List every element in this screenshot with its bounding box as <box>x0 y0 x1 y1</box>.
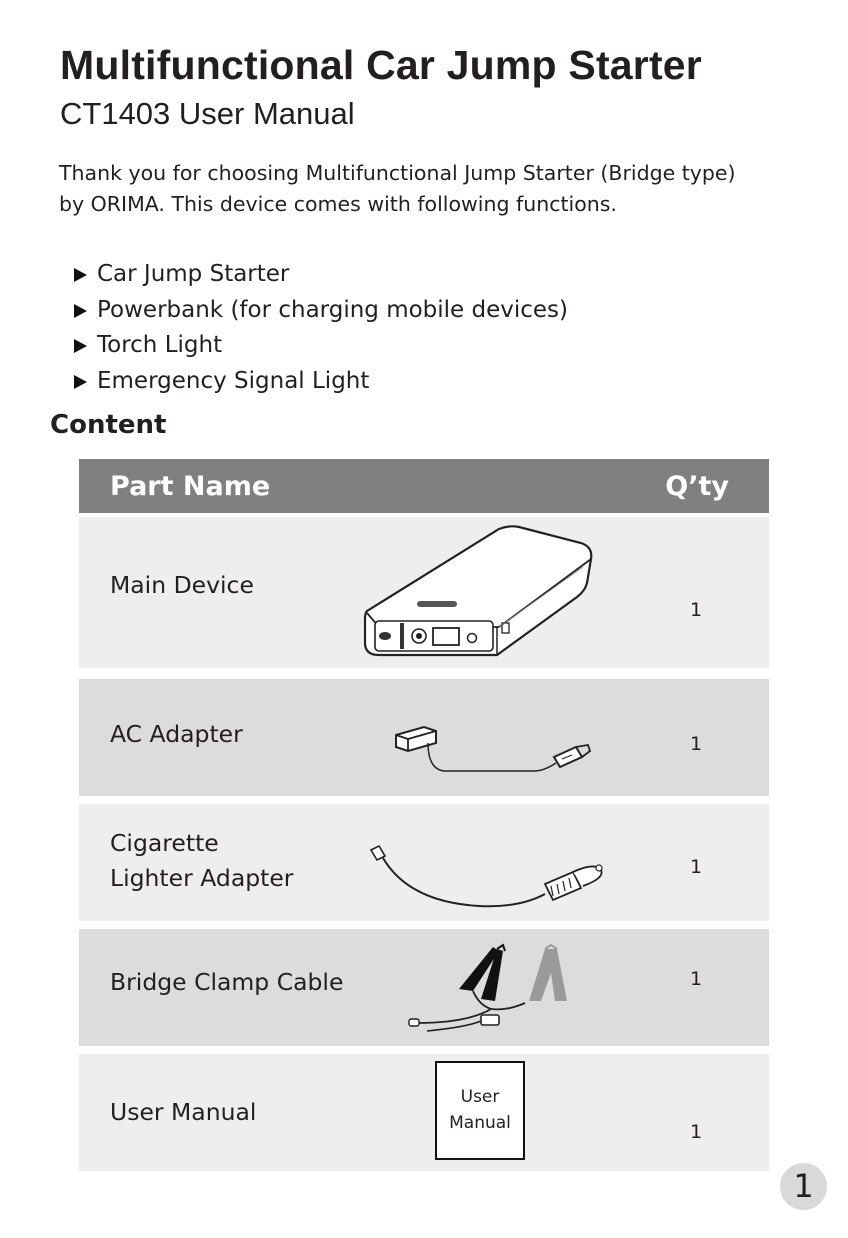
feature-list <box>74 257 568 399</box>
part-name: Cigarette <box>110 829 219 857</box>
page-subtitle: CT1403 User Manual <box>60 96 355 131</box>
content-heading: Content <box>50 410 167 440</box>
qty-header: Q’ty <box>665 471 729 502</box>
manual-box-label: User <box>460 1087 500 1107</box>
page-title: Multifunctional Car Jump Starter <box>60 42 702 88</box>
part-qty: 1 <box>690 968 703 990</box>
intro-line: by ORIMA. This device comes with following functions. <box>59 192 617 216</box>
bullet-triangle-icon <box>74 304 87 318</box>
table-row <box>79 929 769 1046</box>
part-qty: 1 <box>690 856 703 878</box>
part-qty: 1 <box>690 1121 703 1143</box>
user-manual-booklet-icon <box>435 1061 525 1160</box>
feature-item: Car Jump Starter <box>74 257 568 293</box>
intro-paragraph <box>59 158 819 220</box>
power-bank-device-icon <box>359 523 599 663</box>
intro-line: Thank you for choosing Multifunctional Jump Starter (Bridge type) <box>59 161 736 185</box>
clamp-cable-icon <box>407 943 577 1035</box>
page-number: 1 <box>780 1163 827 1210</box>
table-row <box>79 679 769 796</box>
table-row <box>79 1054 769 1171</box>
part-name-header: Part Name <box>110 471 271 502</box>
feature-item: Emergency Signal Light <box>74 364 568 400</box>
part-name: AC Adapter <box>110 720 243 748</box>
part-name: Main Device <box>110 571 254 599</box>
feature-item: Powerbank (for charging mobile devices) <box>74 293 568 329</box>
table-row <box>79 517 769 668</box>
content-table-header <box>79 459 769 513</box>
part-name: Lighter Adapter <box>110 864 294 892</box>
feature-item: Torch Light <box>74 328 568 364</box>
part-qty: 1 <box>690 599 703 621</box>
ac-adapter-icon <box>394 723 594 783</box>
bullet-triangle-icon <box>74 339 87 353</box>
cigarette-lighter-adapter-icon <box>369 846 609 916</box>
bullet-triangle-icon <box>74 375 87 389</box>
part-qty: 1 <box>690 733 703 755</box>
bullet-triangle-icon <box>74 268 87 282</box>
part-name: Bridge Clamp Cable <box>110 968 344 996</box>
table-row <box>79 804 769 921</box>
manual-box-label: Manual <box>449 1113 511 1133</box>
part-name: User Manual <box>110 1098 257 1126</box>
